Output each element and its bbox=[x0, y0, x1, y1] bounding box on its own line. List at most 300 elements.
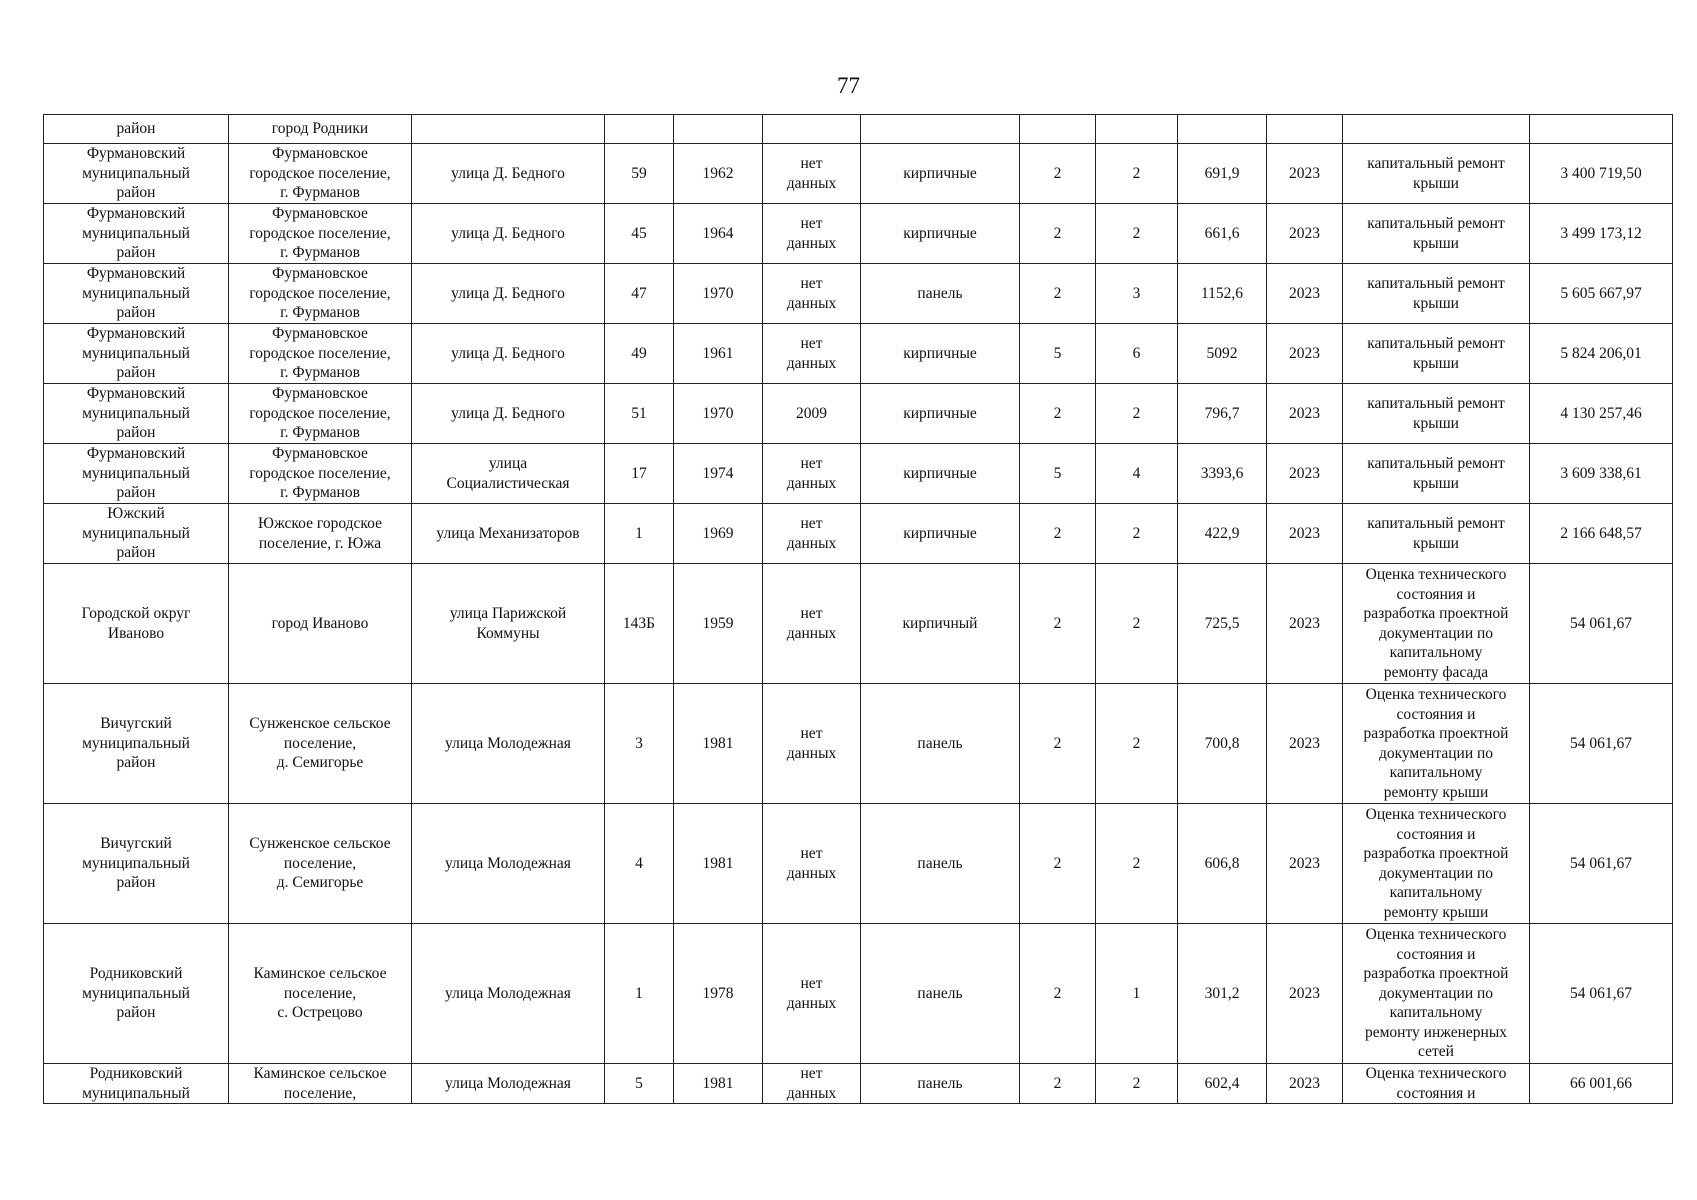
cell-text: 5092 bbox=[1206, 344, 1238, 362]
cell-renovation-year bbox=[763, 504, 861, 564]
cell-settlement bbox=[229, 1064, 412, 1104]
cell-text: 2 bbox=[1132, 524, 1141, 542]
cell-settlement bbox=[229, 264, 412, 324]
cell-house-number bbox=[605, 264, 674, 324]
cell-text: Фурмановское городское поселение, г. Фурманов bbox=[249, 145, 391, 202]
cell-text: 1152,6 bbox=[1200, 284, 1244, 302]
cell-work-type bbox=[1343, 264, 1530, 324]
cell-street bbox=[412, 115, 605, 144]
cell-floors bbox=[1020, 684, 1096, 804]
cell-text: кирпичные bbox=[903, 404, 977, 422]
cell-text: 4 bbox=[635, 854, 643, 872]
cell-renovation-year bbox=[763, 204, 861, 264]
cell-build-year bbox=[674, 444, 763, 504]
cell-wall-material bbox=[861, 384, 1020, 444]
cell-build-year bbox=[674, 264, 763, 324]
cell-floors bbox=[1020, 115, 1096, 144]
cell-text: кирпичные bbox=[903, 524, 977, 542]
cell-text: 3393,6 bbox=[1200, 464, 1244, 482]
cell-text: Оценка технического состояния и разработка проектной документации по капитальному ремонту крыши bbox=[1363, 686, 1509, 801]
cell-wall-material bbox=[861, 504, 1020, 564]
cell-text: 54 061,67 bbox=[1570, 734, 1632, 752]
cell-renovation-year bbox=[763, 144, 861, 204]
cell-settlement bbox=[229, 444, 412, 504]
cell-text: капитальный ремонт крыши bbox=[1367, 275, 1505, 312]
cell-text: 2023 bbox=[1289, 224, 1320, 242]
cell-build-year bbox=[674, 324, 763, 384]
cell-district bbox=[44, 564, 229, 684]
cell-floors bbox=[1020, 1064, 1096, 1104]
cell-renovation-year bbox=[763, 684, 861, 804]
cell-text: 2023 bbox=[1289, 734, 1320, 752]
cell-text: Южское городское поселение, г. Южа bbox=[258, 515, 382, 552]
cell-wall-material bbox=[861, 144, 1020, 204]
cell-text: нет данных bbox=[786, 275, 837, 312]
cell-plan-year bbox=[1267, 924, 1343, 1064]
cell-text: улица Механизаторов bbox=[436, 524, 580, 542]
cell-text: улица Парижской Коммуны bbox=[449, 605, 567, 642]
cell-area bbox=[1178, 684, 1267, 804]
cell-floors bbox=[1020, 264, 1096, 324]
cell-settlement bbox=[229, 115, 412, 144]
cell-settlement bbox=[229, 504, 412, 564]
cell-text: 54 061,67 bbox=[1570, 854, 1632, 872]
cell-text: капитальный ремонт крыши bbox=[1367, 155, 1505, 192]
cell-plan-year bbox=[1267, 324, 1343, 384]
cell-text: Фурмановский муниципальный район bbox=[82, 265, 190, 322]
cell-plan-year bbox=[1267, 144, 1343, 204]
cell-text: 2023 bbox=[1289, 524, 1320, 542]
cell-wall-material bbox=[861, 564, 1020, 684]
cell-text: Родниковский муниципальный bbox=[82, 1065, 190, 1102]
cell-text: Фурмановское городское поселение, г. Фурманов bbox=[249, 205, 391, 262]
cell-plan-year bbox=[1267, 204, 1343, 264]
cell-text: капитальный ремонт крыши bbox=[1367, 395, 1505, 432]
cell-floors bbox=[1020, 504, 1096, 564]
cell-text: улица Молодежная bbox=[445, 1074, 571, 1092]
cell-plan-year bbox=[1267, 804, 1343, 924]
cell-text: Фурмановское городское поселение, г. Фурманов bbox=[249, 325, 391, 382]
cell-street bbox=[412, 204, 605, 264]
cell-text: 45 bbox=[631, 224, 647, 242]
cell-entrances bbox=[1096, 504, 1178, 564]
cell-work-type bbox=[1343, 504, 1530, 564]
cell-text: 2 bbox=[1053, 1074, 1062, 1092]
cell-entrances bbox=[1096, 1064, 1178, 1104]
cell-work-type bbox=[1343, 804, 1530, 924]
cell-area bbox=[1178, 115, 1267, 144]
cell-text: 2 bbox=[1053, 404, 1062, 422]
cell-floors bbox=[1020, 204, 1096, 264]
cell-text: 1978 bbox=[702, 984, 734, 1002]
cell-floors bbox=[1020, 924, 1096, 1064]
cell-text: 602,4 bbox=[1204, 1074, 1240, 1092]
cell-work-type bbox=[1343, 924, 1530, 1064]
cell-text: 2 bbox=[1132, 614, 1141, 632]
cell-text: 606,8 bbox=[1204, 854, 1240, 872]
cell-build-year bbox=[674, 684, 763, 804]
cell-text: панель bbox=[917, 854, 963, 872]
cell-text: 3 bbox=[635, 734, 643, 752]
cell-work-type bbox=[1343, 684, 1530, 804]
cell-entrances bbox=[1096, 204, 1178, 264]
cell-text: кирпичные bbox=[903, 344, 977, 362]
cell-street bbox=[412, 504, 605, 564]
cell-wall-material bbox=[861, 324, 1020, 384]
cell-area bbox=[1178, 324, 1267, 384]
cell-cost bbox=[1530, 115, 1673, 144]
cell-district bbox=[44, 384, 229, 444]
cell-text: 2023 bbox=[1289, 164, 1320, 182]
cell-text: 1962 bbox=[702, 164, 734, 182]
cell-text: 2 bbox=[1053, 164, 1062, 182]
cell-district bbox=[44, 264, 229, 324]
cell-work-type bbox=[1343, 324, 1530, 384]
cell-plan-year bbox=[1267, 264, 1343, 324]
cell-text: улица Молодежная bbox=[445, 984, 571, 1002]
cell-build-year bbox=[674, 1064, 763, 1104]
cell-text: капитальный ремонт крыши bbox=[1367, 215, 1505, 252]
cell-text: 2023 bbox=[1289, 984, 1320, 1002]
registry-table-body bbox=[44, 115, 1673, 1104]
cell-entrances bbox=[1096, 684, 1178, 804]
cell-text: панель bbox=[917, 734, 963, 752]
cell-text: Родниковский муниципальный район bbox=[82, 965, 190, 1022]
cell-text: нет данных bbox=[786, 335, 837, 372]
cell-house-number bbox=[605, 444, 674, 504]
cell-house-number bbox=[605, 1064, 674, 1104]
cell-text: улица Д. Бедного bbox=[451, 224, 565, 242]
cell-text: капитальный ремонт крыши bbox=[1367, 515, 1505, 552]
cell-text: 54 061,67 bbox=[1570, 984, 1632, 1002]
cell-text: панель bbox=[917, 984, 963, 1002]
cell-wall-material bbox=[861, 804, 1020, 924]
registry-table bbox=[43, 114, 1673, 1104]
cell-street bbox=[412, 324, 605, 384]
table-row bbox=[44, 384, 1673, 444]
cell-district bbox=[44, 115, 229, 144]
cell-house-number bbox=[605, 804, 674, 924]
cell-text: нет данных bbox=[786, 455, 837, 492]
cell-entrances bbox=[1096, 324, 1178, 384]
cell-floors bbox=[1020, 324, 1096, 384]
cell-plan-year bbox=[1267, 115, 1343, 144]
cell-text: 2023 bbox=[1289, 284, 1320, 302]
table-row bbox=[44, 204, 1673, 264]
cell-text: 1 bbox=[635, 524, 643, 542]
cell-entrances bbox=[1096, 144, 1178, 204]
cell-cost bbox=[1530, 1064, 1673, 1104]
cell-text: 2 bbox=[1053, 224, 1062, 242]
cell-wall-material bbox=[861, 444, 1020, 504]
cell-renovation-year bbox=[763, 564, 861, 684]
cell-cost bbox=[1530, 324, 1673, 384]
cell-text: 2023 bbox=[1289, 1074, 1320, 1092]
cell-plan-year bbox=[1267, 384, 1343, 444]
cell-text: Оценка технического состояния и разработка проектной документации по капитальному ремонту фасада bbox=[1363, 566, 1509, 681]
cell-text: 3 bbox=[1132, 284, 1141, 302]
cell-settlement bbox=[229, 204, 412, 264]
cell-text: 2 bbox=[1132, 164, 1141, 182]
cell-house-number bbox=[605, 204, 674, 264]
cell-plan-year bbox=[1267, 444, 1343, 504]
cell-work-type bbox=[1343, 444, 1530, 504]
table-row bbox=[44, 684, 1673, 804]
cell-district bbox=[44, 1064, 229, 1104]
cell-area bbox=[1178, 924, 1267, 1064]
cell-work-type bbox=[1343, 204, 1530, 264]
cell-build-year bbox=[674, 204, 763, 264]
cell-district bbox=[44, 144, 229, 204]
table-row bbox=[44, 115, 1673, 144]
cell-house-number bbox=[605, 504, 674, 564]
cell-entrances bbox=[1096, 564, 1178, 684]
cell-district bbox=[44, 444, 229, 504]
cell-wall-material bbox=[861, 204, 1020, 264]
cell-work-type bbox=[1343, 115, 1530, 144]
cell-entrances bbox=[1096, 115, 1178, 144]
cell-street bbox=[412, 264, 605, 324]
cell-area bbox=[1178, 204, 1267, 264]
cell-text: Оценка технического состояния и разработка проектной документации по капитальному ремонту крыши bbox=[1363, 806, 1509, 921]
cell-text: город Родники bbox=[271, 120, 369, 138]
cell-text: Фурмановское городское поселение, г. Фурманов bbox=[249, 265, 391, 322]
cell-text: 2 166 648,57 bbox=[1560, 524, 1642, 542]
cell-text: нет данных bbox=[786, 515, 837, 552]
cell-cost bbox=[1530, 924, 1673, 1064]
cell-build-year bbox=[674, 504, 763, 564]
cell-floors bbox=[1020, 564, 1096, 684]
cell-text: улица Д. Бедного bbox=[451, 164, 565, 182]
table-row bbox=[44, 804, 1673, 924]
cell-work-type bbox=[1343, 144, 1530, 204]
cell-text: нет данных bbox=[786, 1065, 837, 1102]
cell-text: Фурмановский муниципальный район bbox=[82, 145, 190, 202]
table-row bbox=[44, 324, 1673, 384]
cell-text: 700,8 bbox=[1204, 734, 1240, 752]
cell-house-number bbox=[605, 144, 674, 204]
cell-text: Фурмановское городское поселение, г. Фурманов bbox=[249, 445, 391, 502]
cell-text: Городской округ Иваново bbox=[81, 605, 191, 642]
cell-text: 17 bbox=[631, 464, 647, 482]
cell-text: 5 605 667,97 bbox=[1560, 284, 1642, 302]
cell-text: 5 824 206,01 bbox=[1560, 344, 1642, 362]
cell-house-number bbox=[605, 684, 674, 804]
cell-cost bbox=[1530, 564, 1673, 684]
cell-text: улица Молодежная bbox=[445, 854, 571, 872]
cell-floors bbox=[1020, 144, 1096, 204]
cell-district bbox=[44, 684, 229, 804]
cell-entrances bbox=[1096, 264, 1178, 324]
table-row bbox=[44, 504, 1673, 564]
cell-text: Сунженское сельское поселение, д. Семигорье bbox=[249, 715, 391, 772]
cell-text: Каминское сельское поселение, с. Острецово bbox=[253, 965, 387, 1022]
cell-text: Каминское сельское поселение, bbox=[253, 1065, 387, 1102]
cell-text: Фурмановский муниципальный район bbox=[82, 445, 190, 502]
cell-cost bbox=[1530, 684, 1673, 804]
cell-area bbox=[1178, 144, 1267, 204]
cell-renovation-year bbox=[763, 115, 861, 144]
cell-text: 2 bbox=[1053, 984, 1062, 1002]
cell-text: кирпичные bbox=[903, 224, 977, 242]
table-row bbox=[44, 144, 1673, 204]
cell-renovation-year bbox=[763, 444, 861, 504]
cell-wall-material bbox=[861, 115, 1020, 144]
cell-work-type bbox=[1343, 1064, 1530, 1104]
cell-house-number bbox=[605, 324, 674, 384]
cell-text: 2 bbox=[1053, 734, 1062, 752]
cell-cost bbox=[1530, 384, 1673, 444]
cell-text: улица Молодежная bbox=[445, 734, 571, 752]
cell-house-number bbox=[605, 924, 674, 1064]
cell-text: 725,5 bbox=[1204, 614, 1240, 632]
cell-text: 4 130 257,46 bbox=[1560, 404, 1642, 422]
cell-entrances bbox=[1096, 924, 1178, 1064]
cell-plan-year bbox=[1267, 684, 1343, 804]
cell-text: нет данных bbox=[786, 215, 837, 252]
cell-renovation-year bbox=[763, 264, 861, 324]
cell-cost bbox=[1530, 504, 1673, 564]
cell-plan-year bbox=[1267, 504, 1343, 564]
cell-text: 3 400 719,50 bbox=[1560, 164, 1642, 182]
cell-text: город Иваново bbox=[271, 614, 369, 632]
cell-area bbox=[1178, 444, 1267, 504]
cell-text: 661,6 bbox=[1204, 224, 1240, 242]
cell-text: 5 bbox=[635, 1074, 643, 1092]
table-row bbox=[44, 924, 1673, 1064]
cell-area bbox=[1178, 564, 1267, 684]
cell-text: 1974 bbox=[702, 464, 734, 482]
cell-floors bbox=[1020, 804, 1096, 924]
cell-text: 54 061,67 bbox=[1570, 614, 1632, 632]
cell-settlement bbox=[229, 924, 412, 1064]
cell-text: район bbox=[116, 120, 156, 138]
cell-text: 2023 bbox=[1289, 854, 1320, 872]
cell-text: Сунженское сельское поселение, д. Семигорье bbox=[249, 835, 391, 892]
cell-text: 1981 bbox=[702, 854, 734, 872]
cell-text: 1981 bbox=[702, 1074, 734, 1092]
cell-settlement bbox=[229, 564, 412, 684]
cell-text: 1 bbox=[1132, 984, 1141, 1002]
cell-text: кирпичный bbox=[902, 614, 978, 632]
cell-wall-material bbox=[861, 924, 1020, 1064]
table-row bbox=[44, 564, 1673, 684]
cell-text: 2 bbox=[1132, 854, 1141, 872]
cell-text: панель bbox=[917, 1074, 963, 1092]
cell-text: капитальный ремонт крыши bbox=[1367, 455, 1505, 492]
cell-house-number bbox=[605, 384, 674, 444]
cell-text: 2023 bbox=[1289, 614, 1320, 632]
cell-text: нет данных bbox=[786, 155, 837, 192]
cell-text: панель bbox=[917, 284, 963, 302]
cell-text: 51 bbox=[631, 404, 647, 422]
cell-street bbox=[412, 144, 605, 204]
cell-renovation-year bbox=[763, 924, 861, 1064]
cell-cost bbox=[1530, 444, 1673, 504]
cell-renovation-year bbox=[763, 804, 861, 924]
cell-wall-material bbox=[861, 684, 1020, 804]
cell-text: Фурмановский муниципальный район bbox=[82, 385, 190, 442]
table-row bbox=[44, 444, 1673, 504]
page-number: 77 bbox=[837, 73, 860, 98]
cell-text: 1959 bbox=[702, 614, 734, 632]
cell-text: 2023 bbox=[1289, 344, 1320, 362]
cell-entrances bbox=[1096, 384, 1178, 444]
cell-settlement bbox=[229, 684, 412, 804]
cell-text: 301,2 bbox=[1204, 984, 1240, 1002]
cell-area bbox=[1178, 504, 1267, 564]
cell-house-number bbox=[605, 115, 674, 144]
cell-district bbox=[44, 804, 229, 924]
cell-text: 6 bbox=[1132, 344, 1141, 362]
cell-floors bbox=[1020, 444, 1096, 504]
cell-text: 796,7 bbox=[1204, 404, 1240, 422]
cell-settlement bbox=[229, 384, 412, 444]
cell-area bbox=[1178, 1064, 1267, 1104]
cell-settlement bbox=[229, 804, 412, 924]
cell-house-number bbox=[605, 564, 674, 684]
cell-text: 1970 bbox=[702, 284, 734, 302]
cell-build-year bbox=[674, 115, 763, 144]
cell-text: 5 bbox=[1053, 344, 1062, 362]
cell-area bbox=[1178, 264, 1267, 324]
cell-text: 49 bbox=[631, 344, 647, 362]
cell-text: кирпичные bbox=[903, 464, 977, 482]
cell-entrances bbox=[1096, 444, 1178, 504]
cell-text: 2 bbox=[1132, 224, 1141, 242]
cell-text: 59 bbox=[631, 164, 647, 182]
cell-text: 1964 bbox=[702, 224, 734, 242]
cell-text: 4 bbox=[1132, 464, 1141, 482]
cell-text: 2023 bbox=[1289, 404, 1320, 422]
cell-text: улица Д. Бедного bbox=[451, 344, 565, 362]
cell-text: 2 bbox=[1132, 404, 1141, 422]
cell-text: 2 bbox=[1053, 524, 1062, 542]
cell-renovation-year bbox=[763, 1064, 861, 1104]
cell-street bbox=[412, 1064, 605, 1104]
cell-text: Оценка технического состояния и разработка проектной документации по капитальному ремонту инженерных сетей bbox=[1363, 926, 1509, 1061]
cell-text: улица Д. Бедного bbox=[451, 284, 565, 302]
cell-text: 691,9 bbox=[1204, 164, 1240, 182]
cell-text: Южский муниципальный район bbox=[82, 505, 190, 562]
cell-text: нет данных bbox=[786, 975, 837, 1012]
cell-area bbox=[1178, 804, 1267, 924]
cell-build-year bbox=[674, 924, 763, 1064]
cell-district bbox=[44, 324, 229, 384]
cell-text: 2 bbox=[1053, 854, 1062, 872]
cell-cost bbox=[1530, 144, 1673, 204]
cell-text: Фурмановский муниципальный район bbox=[82, 325, 190, 382]
cell-text: 2 bbox=[1053, 284, 1062, 302]
cell-text: улица Д. Бедного bbox=[451, 404, 565, 422]
cell-text: Вичугский муниципальный район bbox=[82, 715, 190, 772]
cell-renovation-year bbox=[763, 324, 861, 384]
cell-build-year bbox=[674, 804, 763, 924]
cell-text: 66 001,66 bbox=[1570, 1074, 1632, 1092]
cell-street bbox=[412, 444, 605, 504]
cell-text: 3 609 338,61 bbox=[1560, 464, 1642, 482]
cell-text: капитальный ремонт крыши bbox=[1367, 335, 1505, 372]
cell-street bbox=[412, 384, 605, 444]
cell-text: кирпичные bbox=[903, 164, 977, 182]
cell-text: Фурмановское городское поселение, г. Фурманов bbox=[249, 385, 391, 442]
cell-text: 2009 bbox=[796, 404, 827, 422]
cell-text: 3 499 173,12 bbox=[1560, 224, 1642, 242]
cell-text: 2 bbox=[1053, 614, 1062, 632]
cell-build-year bbox=[674, 144, 763, 204]
cell-settlement bbox=[229, 324, 412, 384]
cell-street bbox=[412, 924, 605, 1064]
